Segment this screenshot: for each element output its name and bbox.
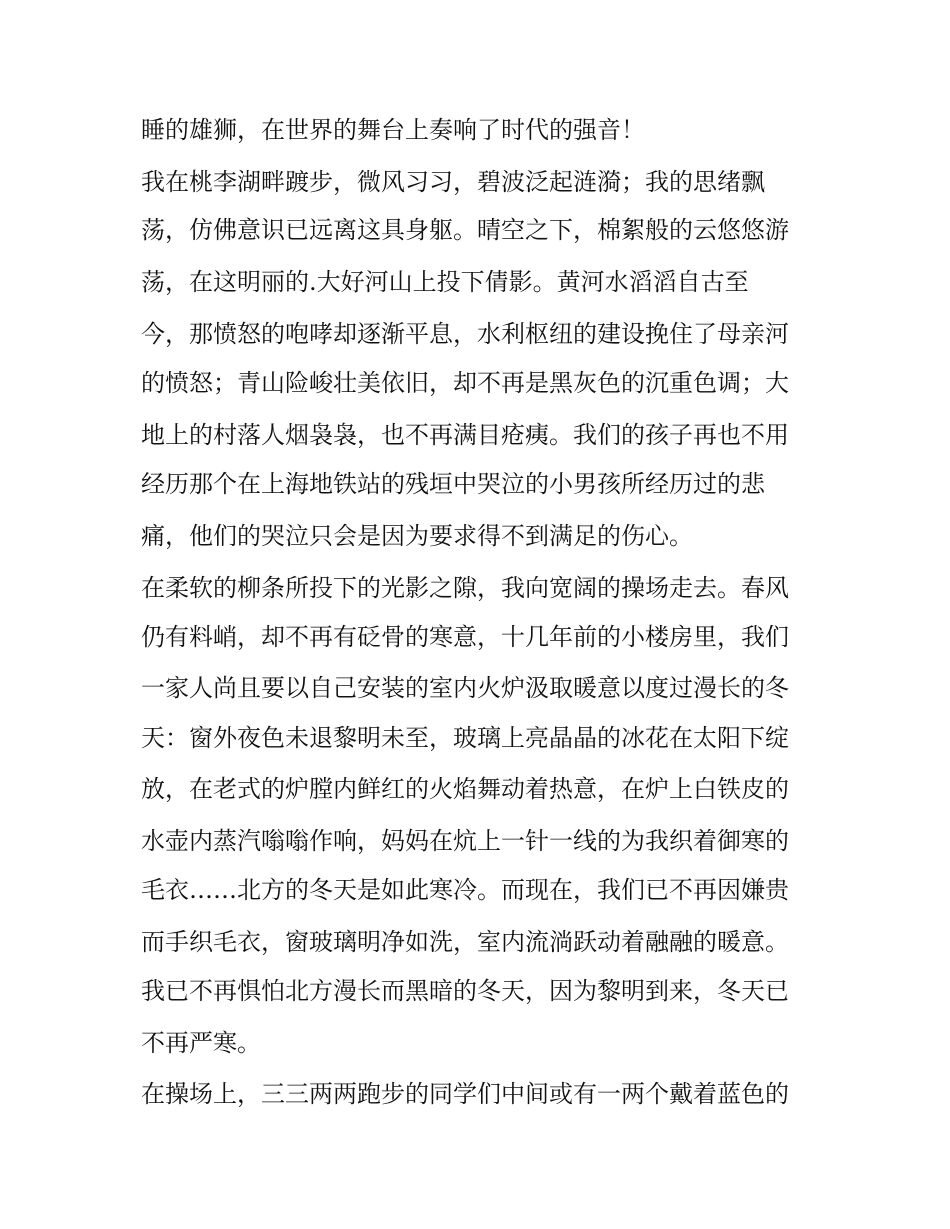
text-line: 水壶内蒸汽嗡嗡作响，妈妈在炕上一针一线的为我织着御寒的 [141,827,789,855]
text-line: 经历那个在上海地铁站的残垣中哭泣的小男孩所经历过的悲 [141,470,765,498]
text-line: 天：窗外夜色未退黎明未至，玻璃上亮晶晶的冰花在太阳下绽 [141,724,789,752]
text-line: 荡，仿佛意识已远离这具身躯。晴空之下，棉絮般的云悠悠游 [141,216,789,244]
text-line: 仍有料峭，却不再有砭骨的寒意，十几年前的小楼房里，我们 [141,623,789,651]
text-line: 我已不再惧怕北方漫长而黑暗的冬天，因为黎明到来，冬天已 [141,977,789,1005]
text-line: 在操场上，三三两两跑步的同学们中间或有一两个戴着蓝色的 [141,1080,789,1108]
text-line: 毛衣……北方的冬天是如此寒冷。而现在，我们已不再因嫌贵 [141,876,789,904]
text-line: 不再严寒。 [141,1029,261,1057]
text-line: 地上的村落人烟袅袅，也不再满目疮痍。我们的孩子再也不用 [141,421,789,449]
text-line: 痛，他们的哭泣只会是因为要求得不到满足的伤心。 [141,522,693,550]
text-line: 一家人尚且要以自己安装的室内火炉汲取暖意以度过漫长的冬 [141,674,789,702]
text-line: 的愤怒；青山险峻壮美依旧，却不再是黑灰色的沉重色调；大 [141,369,789,397]
text-line: 今，那愤怒的咆哮却逐渐平息，水利枢纽的建设挽住了母亲河 [141,320,789,348]
text-line: 在柔软的柳条所投下的光影之隙，我向宽阔的操场走去。春风 [141,574,789,602]
text-line: 荡，在这明丽的.大好河山上投下倩影。黄河水滔滔自古至 [141,268,749,296]
text-line: 睡的雄狮，在世界的舞台上奏响了时代的强音！ [141,116,645,144]
text-line: 我在桃李湖畔踱步，微风习习，碧波泛起涟漪；我的思绪飘 [141,168,765,196]
text-line: 放，在老式的炉膛内鲜红的火焰舞动着热意，在炉上白铁皮的 [141,775,789,803]
text-line: 而手织毛衣，窗玻璃明净如洗，室内流淌跃动着融融的暖意。 [141,928,789,956]
